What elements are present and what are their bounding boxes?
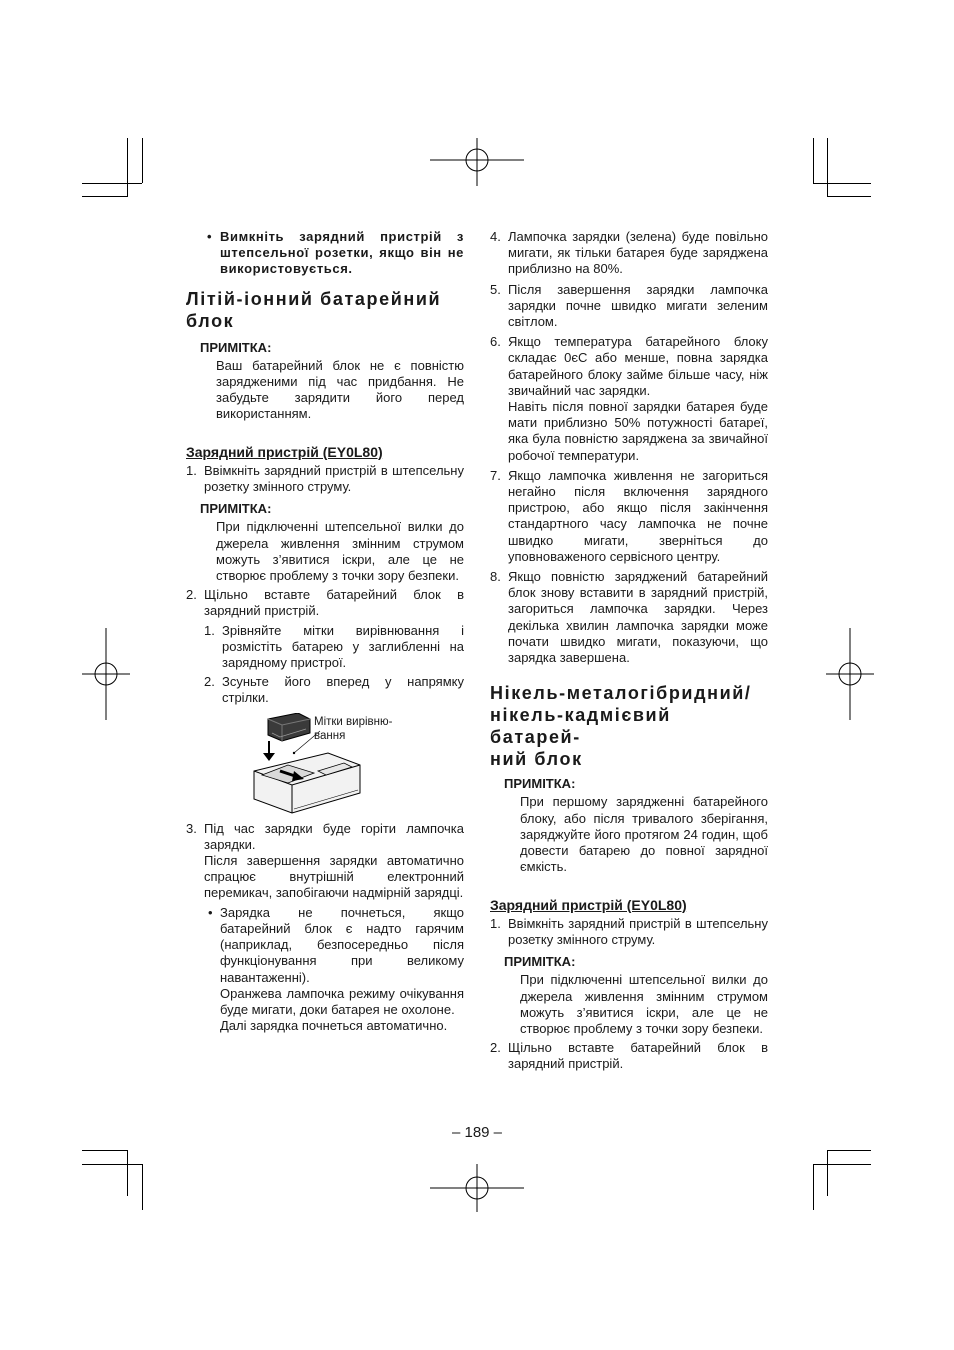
step-6-body	[508, 334, 768, 464]
note-text: Ваш батарейний блок не є повністю зарядженими під час придбання. Не забудьте зарядити його перед використанням.	[216, 357, 464, 422]
crop-mark-top-left-v2	[142, 138, 143, 183]
step-8	[490, 569, 768, 666]
crop-mark-top-left-h2	[82, 196, 128, 197]
step-5-text: Після завершення зарядки лампочка зарядки почне швидко мигати зеленим світлом.	[508, 281, 768, 330]
step-5-number: 5.	[490, 281, 501, 297]
note-text: При підключенні штепсельної вилки до джерела живлення змінним струмом можуть з’явитися іскри, але це не створює проблему з точки зору безпеки.	[216, 519, 464, 584]
li-section-title-line1: Літій-іонний батарейний	[186, 288, 442, 309]
substep-1	[186, 623, 464, 672]
step-1	[490, 916, 768, 948]
step-3-number: 3.	[186, 820, 197, 836]
bullet-text-a: Зарядка не почнеться, якщо батарейний блок є надто гарячим (наприклад, безпосередньо після функціонування при великому навантаженні).	[220, 904, 464, 985]
step-2	[490, 1040, 768, 1072]
crop-mark-bottom-left-h1	[82, 1150, 128, 1151]
crop-mark-top-left-v1	[127, 138, 128, 196]
left-column	[186, 229, 464, 1034]
intro-bullet-text: Вимкніть зарядний пристрій з штепсельної розетки, якщо він не використовується.	[220, 229, 464, 277]
step-6-text-a: Якщо температура батарейного блоку складає 0єC або менше, повна зарядка батарейного блоку займе більше часу, ніж звичайний час зарядки.	[508, 334, 768, 398]
step-6-text-b: Навіть після повної зарядки батарея буде мати приблизно 50% потужності батареї, яка була повністю заряджена за звичайної робочої температури.	[508, 399, 768, 463]
ni-section-title-line1: Нікель-металогібридний/	[490, 683, 752, 704]
registration-target-right	[826, 628, 874, 720]
intro-bullet	[186, 229, 464, 278]
step-7-number: 7.	[490, 467, 501, 483]
substep-2	[186, 674, 464, 706]
ni-section-title-line3: ний блок	[490, 749, 583, 770]
note-heading: ПРИМІТКА:	[200, 339, 272, 355]
registration-target-bottom	[430, 1164, 524, 1212]
step-3-text-a: Під час зарядки буде горіти лампочка зарядки.	[204, 820, 464, 852]
bullet-text-c: Далі зарядка почнеться автоматично.	[220, 1018, 448, 1034]
step-4	[490, 229, 768, 278]
step-4-text: Лампочка зарядки (зелена) буде повільно мигати, як тільки батарея буде заряджена приблизно на 80%.	[508, 229, 768, 277]
crop-mark-bottom-right-h2	[813, 1164, 871, 1165]
bullet-text-b: Оранжева лампочка режиму очікування буде мигати, доки батарея не охолоне.	[220, 985, 464, 1017]
crop-mark-top-right-h1	[813, 183, 871, 184]
alignment-marks-label	[314, 715, 392, 743]
crop-mark-top-right-v2	[827, 138, 828, 196]
step-6-number: 6.	[490, 334, 501, 350]
alignment-marks-label-line1: Мітки вирівню-	[314, 715, 393, 728]
step-1	[186, 463, 464, 495]
ni-section-title	[490, 682, 768, 770]
step-3-body	[204, 821, 464, 902]
note-heading: ПРИМІТКА:	[200, 501, 272, 517]
note-heading: ПРИМІТКА:	[504, 776, 576, 792]
step-3	[186, 821, 464, 902]
note-heading: ПРИМІТКА:	[504, 954, 576, 970]
crop-mark-top-right-h2	[827, 196, 871, 197]
step-2-text: Щільно вставте батарейний блок в зарядний пристрій.	[204, 587, 464, 619]
step-5	[490, 282, 768, 331]
substep-1-text: Зрівняйте мітки вирівнювання і розмістіть батарею у заглибленні на зарядному пристрої.	[222, 622, 464, 671]
step-1-number: 1.	[490, 915, 501, 931]
page-number: – 189 –	[451, 1124, 503, 1141]
step-3-bullet	[186, 905, 464, 1035]
step-2-number: 2.	[186, 587, 197, 603]
li-section-title-line2: блок	[186, 310, 235, 331]
crop-mark-bottom-left-v1	[127, 1150, 128, 1196]
step-2	[186, 587, 464, 619]
crop-mark-bottom-right-v1	[827, 1150, 828, 1196]
step-2-text: Щільно вставте батарейний блок в зарядний пристрій.	[508, 1040, 768, 1072]
li-section-title	[186, 288, 464, 332]
crop-mark-top-right-v1	[813, 138, 814, 183]
right-column	[490, 229, 768, 1073]
note-text: При першому зарядженні батарейного блоку, або після тривалого зберігання, заряджуйте його протягом 24 годин, щоб довести батарею до повної зарядної ємкість.	[520, 794, 768, 875]
substep-1-number: 1.	[204, 622, 215, 638]
step-1-text: Ввімкніть зарядний пристрій в штепсельну розетку змінного струму.	[204, 462, 464, 495]
step-2-number: 2.	[490, 1040, 501, 1056]
step-1-text: Ввімкніть зарядний пристрій в штепсельну розетку змінного струму.	[508, 915, 768, 947]
substep-2-number: 2.	[204, 674, 215, 690]
step-1-number: 1.	[186, 462, 197, 478]
crop-mark-bottom-right-v2	[813, 1164, 814, 1210]
crop-mark-bottom-left-h2	[82, 1164, 142, 1165]
bullet-dot: •	[208, 904, 213, 920]
step-3-bullet-body	[220, 905, 464, 1035]
step-7	[490, 468, 768, 565]
alignment-marks-label-line2: вання	[314, 729, 346, 742]
step-3-text-b: Після завершення зарядки автоматично спрацює внутрішній електронний перемикач, запобігаючи надмірній зарядці.	[204, 853, 464, 901]
charger-figure	[186, 713, 464, 821]
bullet-dot: •	[207, 229, 213, 244]
registration-target-left	[82, 628, 130, 720]
crop-mark-bottom-right-h1	[827, 1150, 871, 1151]
registration-target-top	[430, 138, 524, 186]
step-8-number: 8.	[490, 569, 501, 585]
note-text: При підключенні штепсельної вилки до джерела живлення змінним струмом можуть з’явитися іскри, але це не створює проблему з точки зору безпеки.	[520, 972, 768, 1036]
step-7-text: Якщо лампочка живлення не загориться негайно після включення зарядного пристрою, або якщо після закінчення стандартного часу лампочка не почне швидко мигати, зверніться до уповноваженого сервісного центру.	[508, 467, 768, 564]
charger-heading: Зарядний пристрій (EY0L80)	[186, 443, 383, 460]
ni-section-title-line2: нікель-кадмієвий батарей-	[490, 705, 671, 748]
crop-mark-bottom-left-v2	[142, 1164, 143, 1210]
step-8-text: Якщо повністю заряджений батарейний блок знову вставити в зарядний пристрій, загориться лампочка зарядки. Через декілька хвилин лампочка зарядки може почати швидко мигати, показуючи, що зарядка завершена.	[508, 569, 768, 666]
step-6	[490, 334, 768, 464]
substep-2-text: Зсуньте його вперед у напрямку стрілки.	[222, 674, 464, 706]
step-4-number: 4.	[490, 229, 501, 244]
charger-heading: Зарядний пристрій (EY0L80)	[490, 896, 687, 913]
crop-mark-top-left-h1	[82, 183, 142, 184]
